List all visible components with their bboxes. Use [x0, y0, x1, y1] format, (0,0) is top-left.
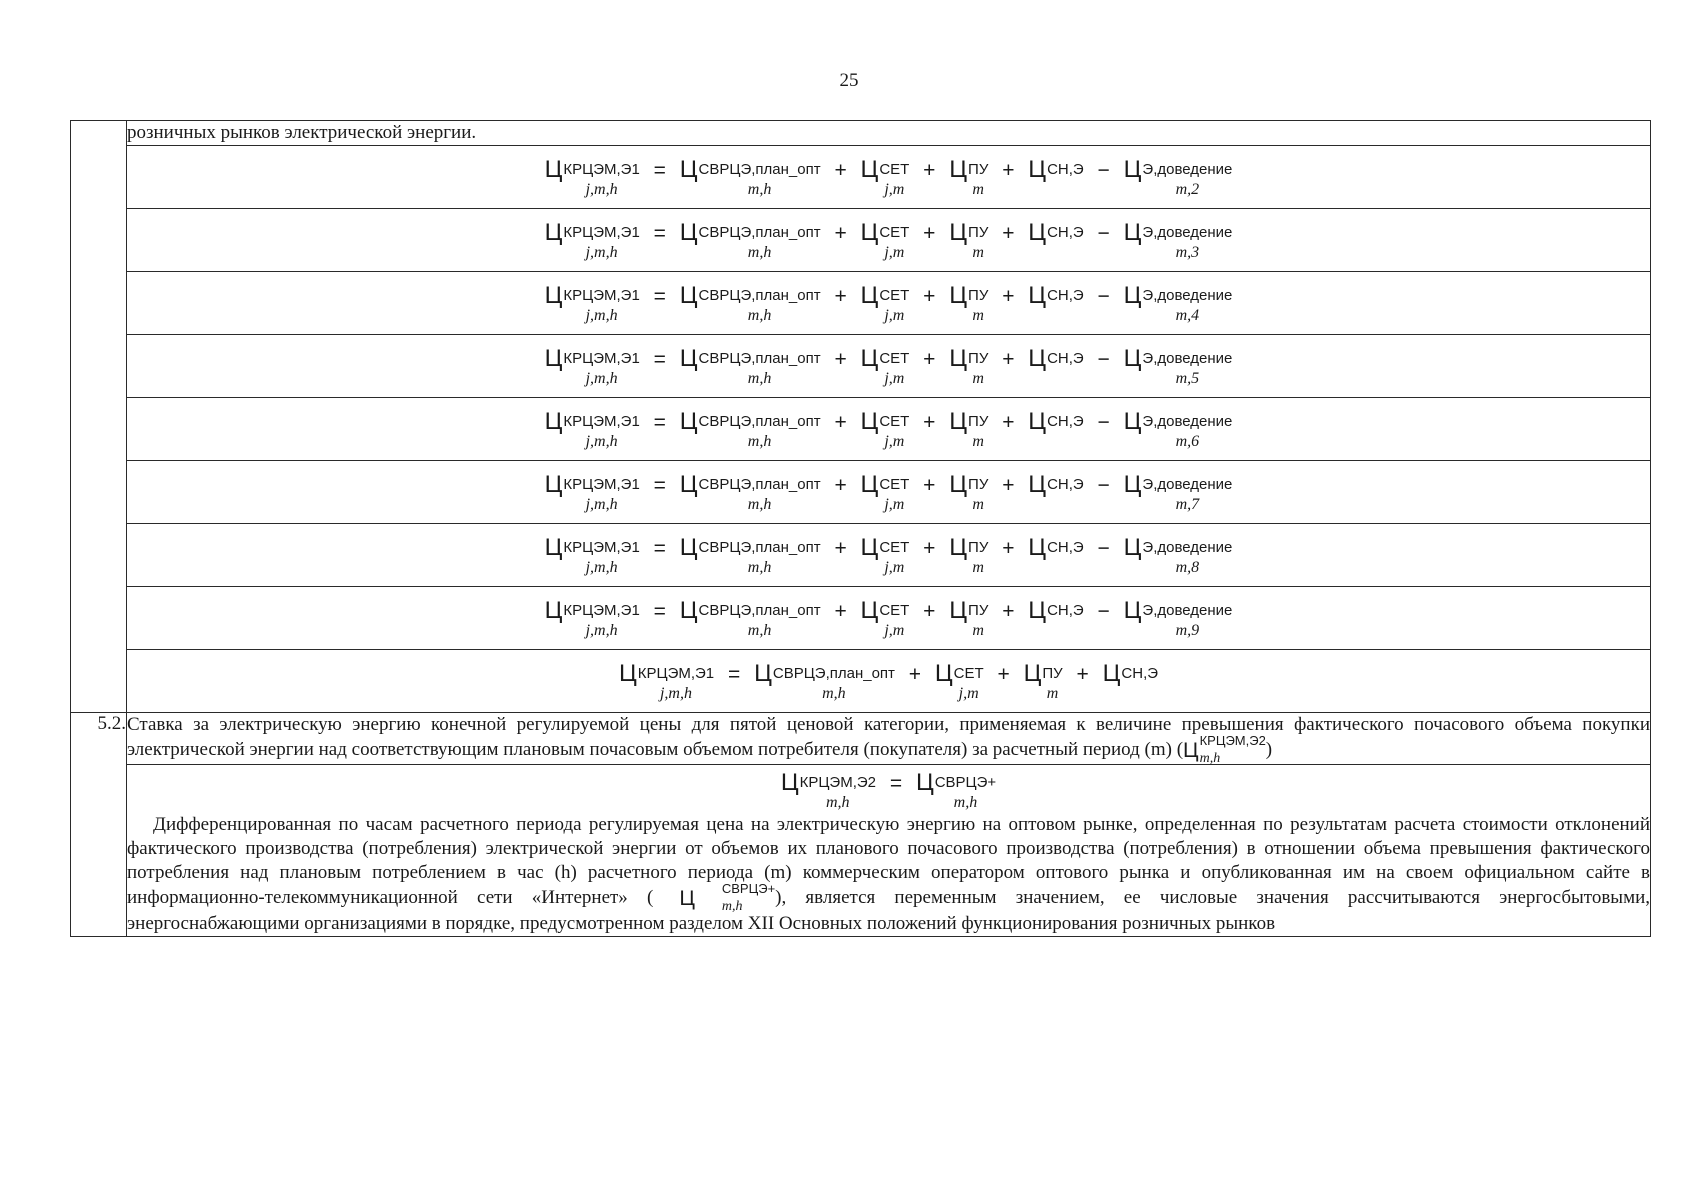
formula-row-2 [71, 209, 1651, 272]
term-pu: Ц ПУ m [949, 534, 989, 576]
term-svrce-plan: Ц СВРЦЭ,план_опт m,h [679, 219, 821, 261]
term-dovedenie: Ц Э,доведение m,3 [1123, 219, 1233, 261]
section-number: 5.2. [71, 713, 127, 937]
term-dovedenie: Ц Э,доведение m,5 [1123, 345, 1233, 387]
formula-cell [127, 650, 1651, 713]
term-dovedenie: Ц Э,доведение m,2 [1123, 156, 1233, 198]
term-dovedenie: Ц Э,доведение m,6 [1123, 408, 1233, 450]
symbol-svrce-plus: Ц СВРЦЭ+ m,h [679, 881, 776, 914]
formula-row-4 [71, 335, 1651, 398]
price-formula: Ц КРЦЭМ,Э1 j,m,h = Ц СВРЦЭ,план_опт m,h + Ц СЕТ j,m + Ц ПУ m + Ц СН,Э − Ц Э,доведение m,5 [544, 345, 1233, 387]
term-svrce-plan: Ц СВРЦЭ,план_опт m,h [679, 282, 821, 324]
term-svrce-plan: Ц СВРЦЭ,план_опт m,h [679, 597, 821, 639]
term-svrce-plan: Ц СВРЦЭ,план_опт m,h [679, 156, 821, 198]
formula-row-final [71, 650, 1651, 713]
price-formula: Ц КРЦЭМ,Э1 j,m,h = Ц СВРЦЭ,план_опт m,h + Ц СЕТ j,m + Ц ПУ m + Ц СН,Э − Ц Э,доведение m,7 [544, 471, 1233, 513]
term-sn: Ц СН,Э [1028, 282, 1084, 309]
term-dovedenie: Ц Э,доведение m,7 [1123, 471, 1233, 513]
term-set: Ц СЕТ j,m [934, 660, 984, 702]
term-svrce-plan: Ц СВРЦЭ,план_опт m,h [679, 345, 821, 387]
formula-row-1 [71, 146, 1651, 209]
formula-cell [127, 335, 1651, 398]
price-formula: Ц КРЦЭМ,Э1 j,m,h = Ц СВРЦЭ,план_опт m,h + Ц СЕТ j,m + Ц ПУ m + Ц СН,Э [618, 660, 1159, 702]
page-number: 25 [839, 70, 859, 91]
term-pu: Ц ПУ m [949, 282, 989, 324]
term-svrce-plan: Ц СВРЦЭ,план_опт m,h [679, 534, 821, 576]
term-sn: Ц СН,Э [1028, 345, 1084, 372]
symbol-krcem-e2: Ц КРЦЭМ,Э2 m,h [1183, 733, 1266, 766]
formula-cell [127, 209, 1651, 272]
section-5-2-body-row [71, 765, 1651, 937]
term-set: Ц СЕТ j,m [860, 408, 910, 450]
term-sn: Ц СН,Э [1028, 471, 1084, 498]
lhs-symbol: Ц КРЦЭМ,Э1 j,m,h [618, 660, 715, 702]
term-pu: Ц ПУ m [949, 597, 989, 639]
term-pu: Ц ПУ m [949, 345, 989, 387]
section-5-2-heading: Ставка за электрическую энергию конечной регулируемой цены для пятой ценовой категории, применяемая к величине превышения фактического почасового объема покупки электрической энергии над соответствующим плановым почасовым объемом потребителя (покупателя) за расчетный период (m) ( Ц КРЦЭМ,Э2 m,h ) [127, 714, 1650, 766]
term-sn: Ц СН,Э [1028, 534, 1084, 561]
term-set: Ц СЕТ j,m [860, 156, 910, 198]
term-svrce-plan: Ц СВРЦЭ,план_опт m,h [754, 660, 895, 702]
lhs-symbol: Ц КРЦЭМ,Э1 j,m,h [544, 156, 640, 198]
term-pu: Ц ПУ m [949, 471, 989, 513]
number-cell-empty [71, 121, 127, 713]
term-svrce-plan: Ц СВРЦЭ,план_опт m,h [679, 471, 821, 513]
intro-text: розничных рынков электрической энергии. [127, 121, 1651, 146]
formula-row-5 [71, 398, 1651, 461]
price-formula: Ц КРЦЭМ,Э1 j,m,h = Ц СВРЦЭ,план_опт m,h + Ц СЕТ j,m + Ц ПУ m + Ц СН,Э − Ц Э,доведение m,4 [544, 282, 1233, 324]
lhs-symbol: Ц КРЦЭМ,Э1 j,m,h [544, 219, 640, 261]
formula-cell [127, 146, 1651, 209]
price-formula: Ц КРЦЭМ,Э1 j,m,h = Ц СВРЦЭ,план_опт m,h + Ц СЕТ j,m + Ц ПУ m + Ц СН,Э − Ц Э,доведение m,2 [544, 156, 1233, 198]
lhs-symbol: Ц КРЦЭМ,Э1 j,m,h [544, 534, 640, 576]
formula-cell [127, 398, 1651, 461]
term-pu: Ц ПУ m [949, 156, 989, 198]
term-sn: Ц СН,Э [1028, 597, 1084, 624]
formula-cell [127, 524, 1651, 587]
formula-row-8 [71, 587, 1651, 650]
term-sn: Ц СН,Э [1028, 408, 1084, 435]
term-dovedenie: Ц Э,доведение m,9 [1123, 597, 1233, 639]
price-formula: Ц КРЦЭМ,Э1 j,m,h = Ц СВРЦЭ,план_опт m,h + Ц СЕТ j,m + Ц ПУ m + Ц СН,Э − Ц Э,доведение m,8 [544, 534, 1233, 576]
term-pu: Ц ПУ m [949, 219, 989, 261]
term-sn: Ц СН,Э [1102, 660, 1159, 687]
definition-paragraph: Дифференцированная по часам расчетного периода регулируемая цена на электрическую энергию на оптовом рынке, определенная по результатам расчета стоимости отклонений фактического производства (потребления) электрической энергии от объемов их планового почасового производства (потребления) в отношении объема превышения фактического потребления над плановым потреблением в час (h) расчетного периода (m) коммерческим оператором оптового рынка и опубликованная им на своем официальном сайте в информационно-телекоммуникационной сети «Интернет» ( Ц СВРЦЭ+ m,h ), является переменным значением, ее числовые значения рассчитываются энергосбытовыми, энергоснабжающими организациями в порядке, предусмотренном разделом XII Основных положений функционирования розничных рынков [127, 814, 1651, 934]
formula-cell [127, 461, 1651, 524]
term-pu: Ц ПУ m [949, 408, 989, 450]
lhs-symbol: Ц КРЦЭМ,Э1 j,m,h [544, 345, 640, 387]
formula-row-7 [71, 524, 1651, 587]
formula-cell [127, 587, 1651, 650]
term-set: Ц СЕТ j,m [860, 534, 910, 576]
price-formula: Ц КРЦЭМ,Э1 j,m,h = Ц СВРЦЭ,план_опт m,h + Ц СЕТ j,m + Ц ПУ m + Ц СН,Э − Ц Э,доведение m,9 [544, 597, 1233, 639]
term-set: Ц СЕТ j,m [860, 597, 910, 639]
formula-row-6 [71, 461, 1651, 524]
term-set: Ц СЕТ j,m [860, 219, 910, 261]
formula-row-3 [71, 272, 1651, 335]
lhs-symbol: Ц КРЦЭМ,Э1 j,m,h [544, 597, 640, 639]
term-svrce-plan: Ц СВРЦЭ,план_опт m,h [679, 408, 821, 450]
lhs-symbol: Ц КРЦЭМ,Э1 j,m,h [544, 408, 640, 450]
lhs-symbol: Ц КРЦЭМ,Э1 j,m,h [544, 471, 640, 513]
price-formula: Ц КРЦЭМ,Э1 j,m,h = Ц СВРЦЭ,план_опт m,h + Ц СЕТ j,m + Ц ПУ m + Ц СН,Э − Ц Э,доведение m,3 [544, 219, 1233, 261]
section-5-2-row [71, 713, 1651, 765]
term-set: Ц СЕТ j,m [860, 282, 910, 324]
price-formula: Ц КРЦЭМ,Э1 j,m,h = Ц СВРЦЭ,план_опт m,h + Ц СЕТ j,m + Ц ПУ m + Ц СН,Э − Ц Э,доведение m,6 [544, 408, 1233, 450]
formula-cell [127, 272, 1651, 335]
term-dovedenie: Ц Э,доведение m,8 [1123, 534, 1233, 576]
document-table [70, 120, 1651, 937]
lhs-symbol: Ц КРЦЭМ,Э1 j,m,h [544, 282, 640, 324]
term-pu: Ц ПУ m [1023, 660, 1063, 702]
formula-e2: Ц КРЦЭМ,Э2 m,h = Ц СВРЦЭ+ m,h [780, 769, 997, 811]
term-sn: Ц СН,Э [1028, 219, 1084, 246]
section-5-2-body [127, 765, 1651, 937]
intro-row [71, 121, 1651, 146]
term-sn: Ц СН,Э [1028, 156, 1084, 183]
term-set: Ц СЕТ j,m [860, 471, 910, 513]
term-dovedenie: Ц Э,доведение m,4 [1123, 282, 1233, 324]
term-set: Ц СЕТ j,m [860, 345, 910, 387]
